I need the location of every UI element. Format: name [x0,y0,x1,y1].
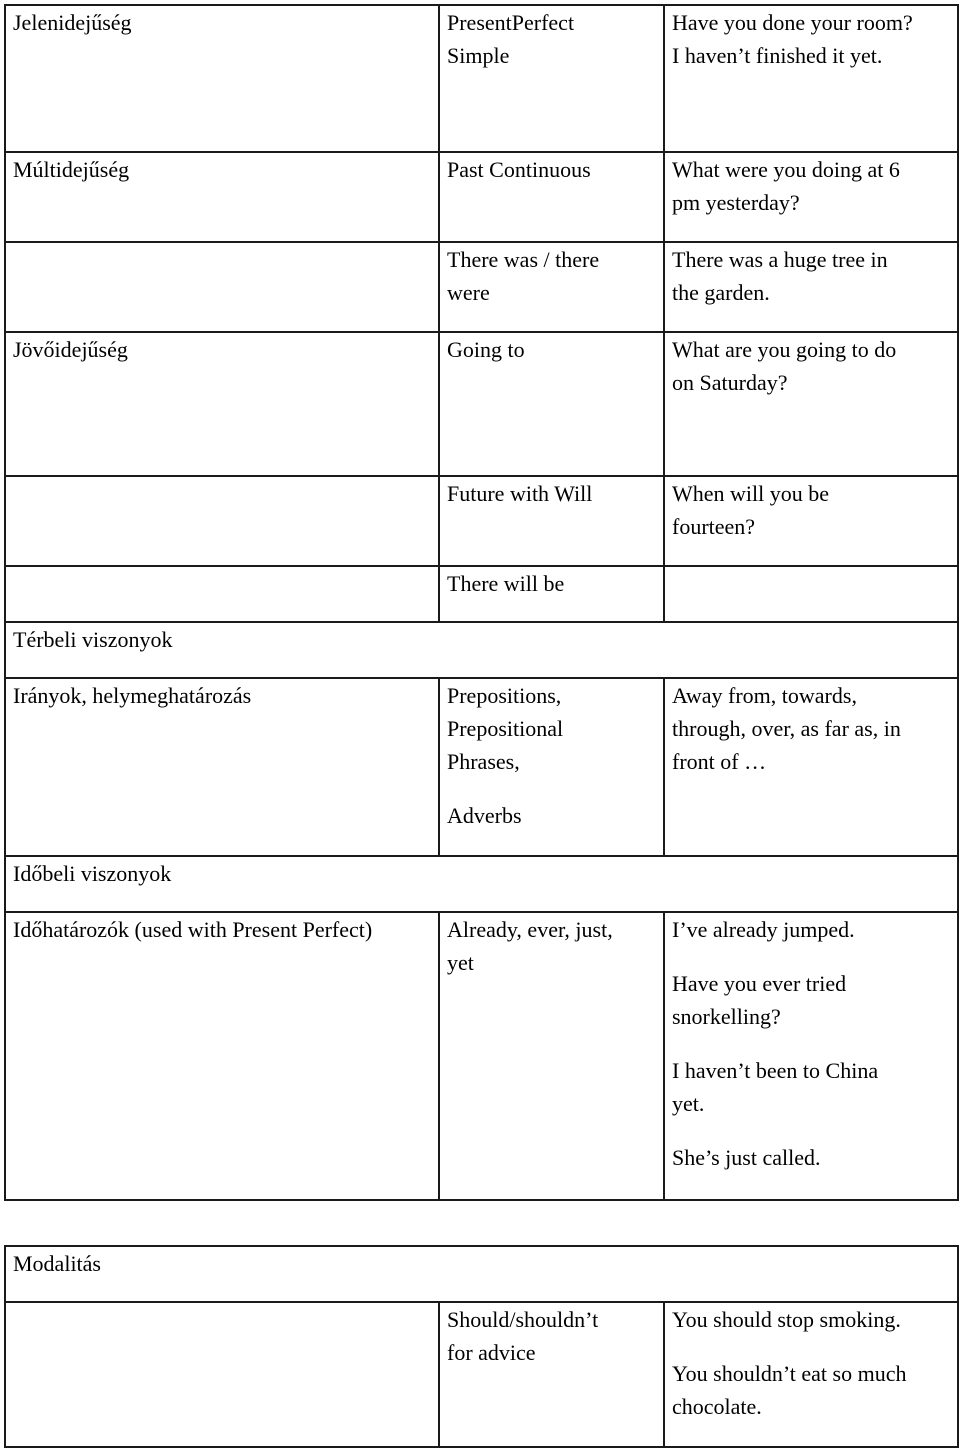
structure-cell: Past Continuous [439,152,664,242]
structure-cell: Should/shouldn’t for advice [439,1302,664,1447]
section-heading-row [5,1246,958,1302]
structure-cell: There was / there were [439,242,664,332]
structure-cell: PresentPerfect Simple [439,5,664,152]
table-row [5,1302,958,1447]
topic-cell: Irányok, helymeghatározás [5,678,439,856]
example-cell [664,566,958,622]
section-heading-temporal: Időbeli viszonyok [5,856,958,912]
example-cell: What were you doing at 6 pm yesterday? [664,152,958,242]
structure-cell: Prepositions, Prepositional Phrases, Adverbs [439,678,664,856]
table-row [5,566,958,622]
topic-cell: Jelenidejűség [5,5,439,152]
example-cell: There was a huge tree in the garden. [664,242,958,332]
example-cell: When will you be fourteen? [664,476,958,566]
table-row [5,332,958,476]
topic-cell [5,242,439,332]
section-heading-modality: Modalitás [5,1246,958,1302]
table-row [5,152,958,242]
section-heading-row [5,622,958,678]
example-cell: You should stop smoking. You shouldn’t eat so much chocolate. [664,1302,958,1447]
table-row [5,678,958,856]
topic-cell [5,566,439,622]
table-row [5,242,958,332]
topic-cell: Múltidejűség [5,152,439,242]
table-row [5,912,958,1200]
topic-cell [5,1302,439,1447]
example-cell: What are you going to do on Saturday? [664,332,958,476]
example-cell: Away from, towards, through, over, as far as, in front of … [664,678,958,856]
topic-cell: Időhatározók (used with Present Perfect) [5,912,439,1200]
example-cell: Have you done your room? I haven’t finished it yet. [664,5,958,152]
table-row [5,5,958,152]
section-heading-spatial: Térbeli viszonyok [5,622,958,678]
topic-cell [5,476,439,566]
structure-cell: Future with Will [439,476,664,566]
table-row [5,476,958,566]
example-cell: I’ve already jumped. Have you ever tried snorkelling? I haven’t been to China yet. She’s just called. [664,912,958,1200]
modality-table [4,1245,959,1448]
structure-cell: There will be [439,566,664,622]
grammar-table [4,4,959,1201]
section-heading-row [5,856,958,912]
structure-cell: Already, ever, just, yet [439,912,664,1200]
structure-cell: Going to [439,332,664,476]
topic-cell: Jövőidejűség [5,332,439,476]
